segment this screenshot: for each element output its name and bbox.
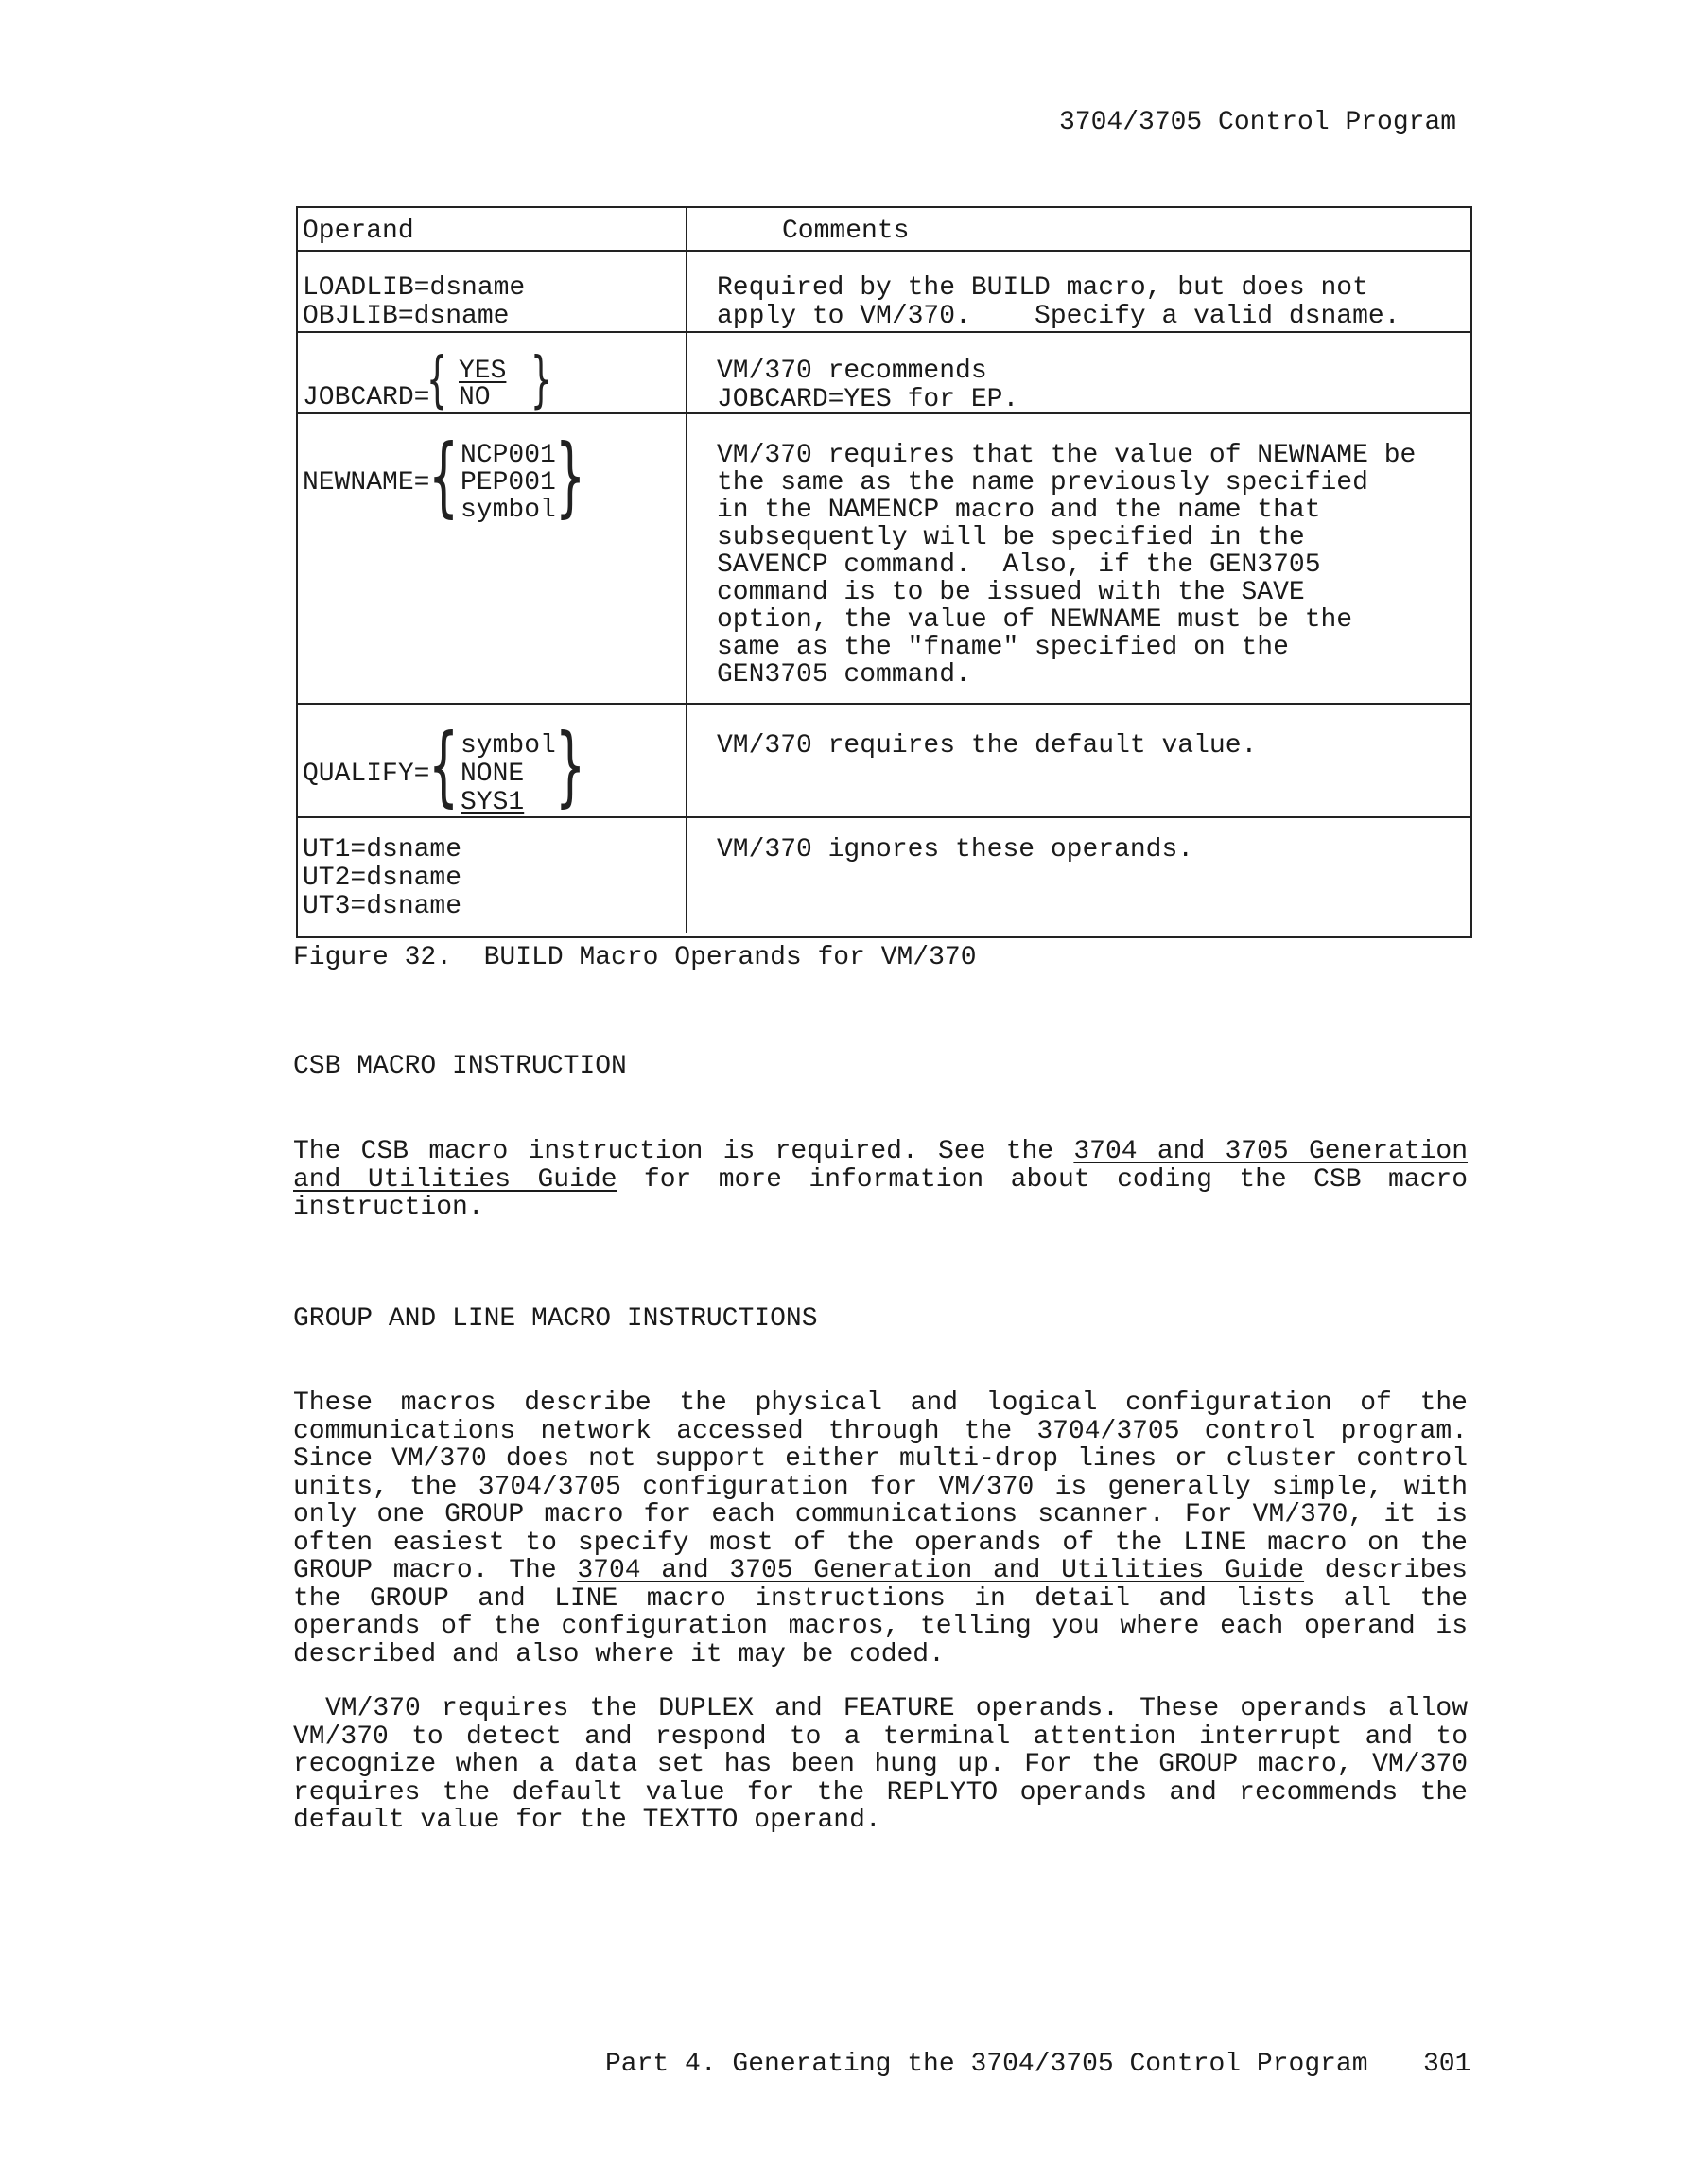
operand-ut2: UT2=dsname <box>303 864 462 893</box>
comment-line: Required by the BUILD macro, but does not <box>717 273 1368 303</box>
operand-objlib: OBJLIB=dsname <box>303 302 510 331</box>
option-symbol: symbol <box>461 731 556 760</box>
section-heading: CSB MACRO INSTRUCTION <box>293 1052 627 1081</box>
operand-qualify: QUALIFY= <box>303 760 430 789</box>
operand-header: Operand <box>303 217 414 246</box>
comment-line: option, the value of NEWNAME must be the <box>717 605 1353 635</box>
section-heading: GROUP AND LINE MACRO INSTRUCTIONS <box>293 1304 818 1334</box>
page-number: 301 <box>1423 2050 1471 2079</box>
left-brace-icon: { <box>426 345 448 415</box>
right-brace-icon: } <box>530 345 552 415</box>
operand-ut3: UT3=dsname <box>303 892 462 921</box>
row-divider <box>298 250 1470 252</box>
book-title: 3704 and 3705 Generation and Utilities Guide <box>293 1137 1469 1195</box>
right-brace-icon: } <box>555 715 586 816</box>
comment-line: in the NAMENCP macro and the name that <box>717 496 1321 525</box>
comment-line: the same as the name previously specified <box>717 468 1368 498</box>
comment-line: command is to be issued with the SAVE <box>717 578 1305 607</box>
comment-line: apply to VM/370. Specify a valid dsname. <box>717 302 1400 331</box>
text: These macros describe the physical and logical configuration of the communications network accessed through the 3704/3705 control program. Since VM/370 does not support either multi-drop lines or cluster control units, the 3704/3705 configuration for VM/370 is generally simple, with only one GROUP macro for each communications scanner. For VM/370, it is often easiest to specify most of the operands of the LINE macro on the GROUP macro. The <box>293 1389 1468 1585</box>
comment-line: VM/370 requires that the value of NEWNAME be <box>717 441 1417 470</box>
build-operands-table <box>296 206 1472 938</box>
column-divider <box>686 208 687 933</box>
option-sys1: SYS1 <box>461 788 525 817</box>
option-pep001: PEP001 <box>461 468 556 498</box>
left-brace-icon: { <box>428 715 460 816</box>
text: The CSB macro instruction is required. See the <box>293 1137 1074 1166</box>
operand-loadlib: LOADLIB=dsname <box>303 273 526 303</box>
text: for more information about coding the CSB macro instruction. <box>293 1164 1468 1222</box>
option-yes: YES <box>459 357 507 386</box>
group-line-paragraph <box>293 1389 1468 1669</box>
right-brace-icon: } <box>555 426 586 527</box>
running-header: 3704/3705 Control Program <box>1059 108 1457 137</box>
operand-newname: NEWNAME= <box>303 468 430 498</box>
book-title: 3704 and 3705 Generation and Utilities Guide <box>577 1556 1305 1585</box>
text: VM/370 requires the DUPLEX and FEATURE operands. These operands allow VM/370 to detect and respond to a terminal attention interrupt and to recognize when a data set has been hung up. For the GROUP macro, VM/370 requires the default value for the REPLYTO operands and recommends the default value for the TEXTTO operand. <box>293 1694 1468 1835</box>
comment-line: SAVENCP command. Also, if the GEN3705 <box>717 550 1321 580</box>
operand-ut1: UT1=dsname <box>303 835 462 865</box>
figure-caption: Figure 32. BUILD Macro Operands for VM/370 <box>293 943 977 972</box>
option-ncp001: NCP001 <box>461 441 556 470</box>
comment-line: JOBCARD=YES for EP. <box>717 385 1019 414</box>
option-none: NONE <box>461 760 525 789</box>
comment-line: same as the "fname" specified on the <box>717 633 1289 662</box>
comment-line: VM/370 recommends <box>717 357 987 386</box>
operand-jobcard: JOBCARD= <box>303 383 430 412</box>
row-divider <box>298 331 1470 333</box>
csb-paragraph <box>293 1138 1468 1222</box>
comments-header: Comments <box>782 217 910 246</box>
page-footer: Part 4. Generating the 3704/3705 Control Program <box>605 2050 1368 2079</box>
duplex-paragraph <box>293 1695 1468 1835</box>
option-no: NO <box>459 383 491 412</box>
comment-line: GEN3705 command. <box>717 660 971 690</box>
comment-line: VM/370 requires the default value. <box>717 731 1258 760</box>
option-symbol: symbol <box>461 496 556 525</box>
comment-line: subsequently will be specified in the <box>717 523 1305 552</box>
row-divider <box>298 703 1470 705</box>
text: describes the GROUP and LINE macro instructions in detail and lists all the operands of the configuration macros, telling you where each operand is described and also where it may be coded. <box>293 1556 1468 1669</box>
left-brace-icon: { <box>428 426 460 527</box>
comment-line: VM/370 ignores these operands. <box>717 835 1194 865</box>
